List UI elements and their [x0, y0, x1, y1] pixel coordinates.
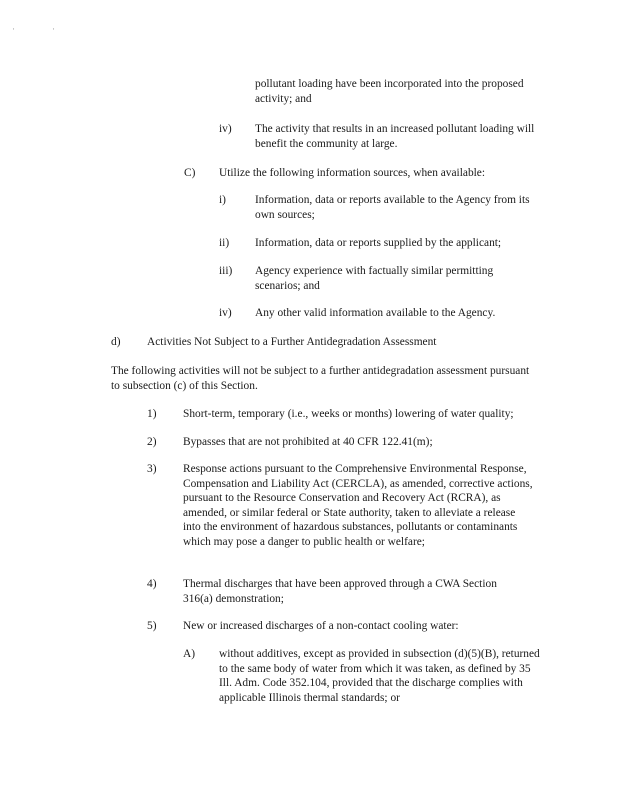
list-item-text: Any other valid information available to the Agency. [255, 307, 496, 319]
item-label: iv) [219, 123, 232, 135]
continuation-text: pollutant loading have been incorporated into the proposed activity; and [255, 78, 524, 105]
sub-item-label: A) [183, 648, 196, 660]
list-item-label: i) [219, 194, 226, 206]
list-item-label: 5) [147, 620, 157, 632]
list-item-text: Information, data or reports available to the Agency from its own sources; [255, 194, 530, 221]
list-item-label: iv) [219, 307, 232, 319]
intro-paragraph: The following activities will not be subject to a further antidegradation assessment pursuant to subsection (c) of this Section. [111, 365, 530, 392]
item-label: C) [184, 167, 196, 179]
list-item-text: Information, data or reports supplied by the applicant; [255, 237, 502, 249]
scan-mark: · [12, 24, 16, 34]
list-item-text: Short-term, temporary (i.e., weeks or months) lowering of water quality; [183, 408, 514, 420]
scan-mark: · [52, 24, 56, 34]
item-text: The activity that results in an increased pollutant loading will benefit the community at large. [255, 123, 535, 150]
item-text: Utilize the following information sources, when available: [219, 167, 486, 179]
section-heading: Activities Not Subject to a Further Antidegradation Assessment [147, 336, 437, 348]
list-item-label: ii) [219, 237, 230, 249]
list-item-text: Thermal discharges that have been approved through a CWA Section 316(a) demonstration; [183, 578, 497, 605]
list-item-text: New or increased discharges of a non-contact cooling water: [183, 620, 459, 632]
section-label: d) [111, 336, 121, 348]
list-item-label: 3) [147, 463, 157, 475]
list-item-text: Agency experience with factually similar permitting scenarios; and [255, 265, 494, 292]
sub-item-text: without additives, except as provided in subsection (d)(5)(B), returned to the same body of water from which it was taken, as defined by 35 Ill. Adm. Code 352.104, provided that the discharge complies with applicable Illinois thermal standards; or [219, 648, 540, 704]
list-item-label: 4) [147, 578, 157, 590]
list-item-label: 1) [147, 408, 157, 420]
list-item-text: Response actions pursuant to the Comprehensive Environmental Response, Compensation and Liability Act (CERCLA), as amended, corrective actions, pursuant to the Resource Conservation and Recovery Act (RCRA), as amended, or similar federal or State authority, taken to alleviate a release into the environment of hazardous substances, pollutants or contaminants which may pose a danger to public health or welfare; [183, 463, 533, 548]
list-item-label: 2) [147, 436, 157, 448]
list-item-text: Bypasses that are not prohibited at 40 CFR 122.41(m); [183, 436, 433, 448]
list-item-label: iii) [219, 265, 233, 277]
